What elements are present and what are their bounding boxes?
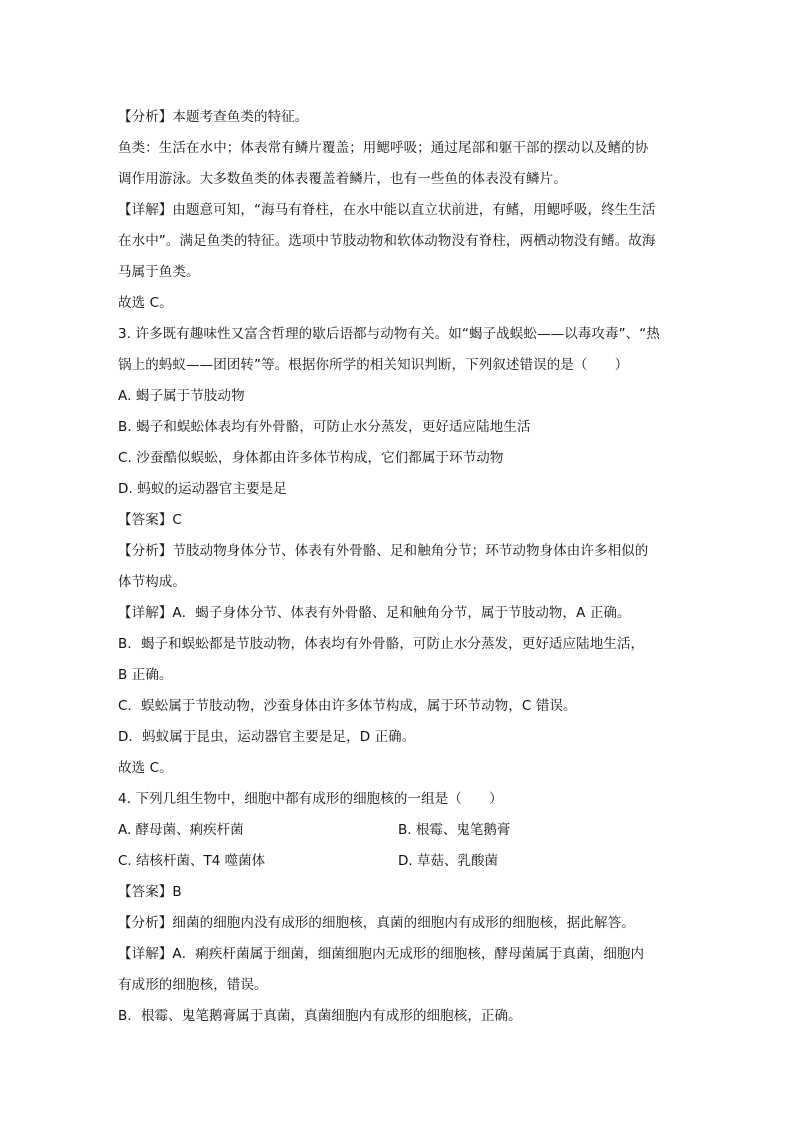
text-line: B．蝎子和蜈蚣都是节肢动物，体表均有外骨骼，可防止水分蒸发，更好适应陆地生活，	[118, 636, 645, 652]
text-line: 调作用游泳。大多数鱼类的体表覆盖着鳞片，也有一些鱼的体表没有鳞片。	[118, 171, 567, 187]
option-c-q4: C. 结核杆菌、T4 噬菌体	[118, 853, 266, 869]
choice-q2: 故选 C。	[118, 295, 173, 311]
option-a-q3: A. 蝎子属于节肢动物	[118, 388, 245, 404]
text-line: 锅上的蚂蚁——团团转”等。根据你所学的相关知识判断，下列叙述错误的是（ ）	[118, 357, 629, 373]
text-line: 体节构成。	[118, 574, 186, 590]
question-4: 4. 下列几组生物中，细胞中都有成形的细胞核的一组是（ ）	[118, 791, 503, 807]
question-3: 3. 许多既有趣味性又富含哲理的歇后语都与动物有关。如“蝎子战蜈蚣——以毒攻毒”、“热	[118, 326, 660, 342]
analysis-q3: 【分析】节肢动物身体分节、体表有外骨骼、足和触角分节；环节动物身体由许多相似的	[118, 543, 649, 559]
text-line: C．蜈蚣属于节肢动物，沙蚕身体由许多体节构成，属于环节动物，C 错误。	[118, 698, 577, 714]
text-line: 有成形的细胞核，错误。	[118, 977, 268, 993]
option-a-q4: A. 酵母菌、痢疾杆菌	[118, 822, 244, 838]
document-page	[118, 102, 678, 1032]
detail-q2: 【详解】由题意可知，“海马有脊柱，在水中能以直立状前进，有鳍，用鳃呼吸，终生生活	[118, 202, 656, 218]
text-line: B．根霉、鬼笔鹅膏属于真菌，真菌细胞内有成形的细胞核，正确。	[118, 1008, 522, 1024]
analysis-q2: 【分析】本题考查鱼类的特征。	[118, 109, 309, 125]
choice-q3: 故选 C。	[118, 760, 173, 776]
option-d-q4: D. 草菇、乳酸菌	[398, 853, 498, 869]
text-line: 鱼类：生活在水中；体表常有鳞片覆盖；用鳃呼吸；通过尾部和躯干部的摆动以及鳍的协	[118, 140, 649, 156]
text-line: B 正确。	[118, 667, 173, 683]
option-d-q3: D. 蚂蚁的运动器官主要是足	[118, 481, 287, 497]
option-b-q3: B. 蝎子和蜈蚣体表均有外骨骼，可防止水分蒸发，更好适应陆地生活	[118, 419, 531, 435]
text-line: 在水中”。满足鱼类的特征。选项中节肢动物和软体动物没有脊柱，两栖动物没有鳍。故海	[118, 233, 656, 249]
option-c-q3: C. 沙蚕酷似蜈蚣，身体都由许多体节构成，它们都属于环节动物	[118, 450, 504, 466]
answer-q3: 【答案】C	[118, 512, 182, 528]
text-line: 马属于鱼类。	[118, 264, 200, 280]
text-line: D．蚂蚁属于昆虫，运动器官主要是足，D 正确。	[118, 729, 416, 745]
detail-q4: 【详解】A．痢疾杆菌属于细菌，细菌细胞内无成形的细胞核，酵母菌属于真菌，细胞内	[118, 946, 645, 962]
options-row-q4	[118, 815, 678, 846]
options-row-q4	[118, 846, 678, 877]
answer-q4: 【答案】B	[118, 884, 182, 900]
option-b-q4: B. 根霉、鬼笔鹅膏	[398, 822, 511, 838]
analysis-q4: 【分析】细菌的细胞内没有成形的细胞核，真菌的细胞内有成形的细胞核，据此解答。	[118, 915, 635, 931]
detail-q3: 【详解】A．蝎子身体分节、体表有外骨骼、足和触角分节，属于节肢动物，A 正确。	[118, 605, 631, 621]
